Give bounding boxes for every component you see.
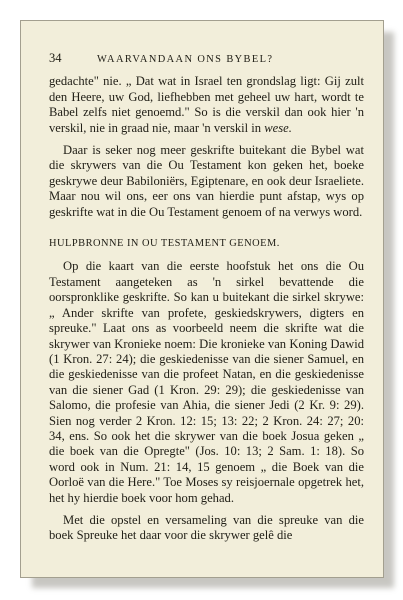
paragraph-proverbs: Met die opstel en versameling van die spreuke van die boek Spreuke het daar voor die skrywer gelê die [49, 512, 364, 543]
paragraph-gap [49, 136, 364, 143]
paragraph-continuation [49, 74, 364, 136]
paragraph-italic-word: wese. [264, 120, 292, 135]
paragraph-other-writings: Daar is seker nog meer geskrifte buitekant die Bybel wat die skrywers van die Ou Testament kon geken het, boeke geskrywe deur Babiloniërs, Egiptenare, en ook deur Israeliete. Maar nou wil ons, eer ons van hierdie punt afstap, wys op geskrifte wat in die Ou Testament genoem of na verwys word. [49, 143, 364, 219]
page-number: 34 [49, 51, 62, 65]
page-header [49, 51, 364, 67]
running-title: WAARVANDAAN ONS BYBEL? [97, 54, 274, 65]
paragraph-gap [49, 506, 364, 513]
paragraph-text: gedachte" nie. „ Dat wat in Israel ten grondslag ligt: Gij zult den Heere, uw God, liefhebben met geheel uw hart, wordt te Babel zelfs niet genoemd." So is die verskil dan ook hier 'n verskil, nie in graad nie, maar 'n verskil in [49, 74, 364, 135]
section-heading: HULPBRONNE IN OU TESTAMENT GENOEM. [49, 238, 280, 250]
paragraph-sources: Op die kaart van die eerste hoofstuk het ons die Ou Testament aangeteken as 'n sirkel bevattende die oorspronklike geskrifte. So kan u buitekant die sirkel skrywe: „ Ander skrifte van profete, geskiedskrywers, digters en spreuke." Laat ons as voorbeeld neem die skrifte wat die skrywer van Kronieke noem: Die kronieke van Koning Dawid (1 Kron. 27: 24); die geskiedenisse van die siener Samuel, en die geskiedenisse van die profeet Natan, en die geskiedenisse van die siener Gad (1 Kron. 29: 29); die geskiedenisse van Salomo, die profesie van Ahia, die siener Jedi (2 Kr. 9: 29). Sien nog verder 2 Kron. 12: 15; 13: 22; 2 Kron. 24: 27; 20: 34, ens. So ook het die skrywer van die boek Josua geken „ die boek van die Opregte" (Jos. 10: 13; 2 Sam. 1: 18). So word ook in Num. 21: 14, 15 genoem „ die Boek van die Oorloë van die Here." Toe Moses sy reisjoernale opgetrek het, het hy hierdie boek voor hom gehad. [49, 259, 364, 505]
book-page [20, 20, 384, 578]
